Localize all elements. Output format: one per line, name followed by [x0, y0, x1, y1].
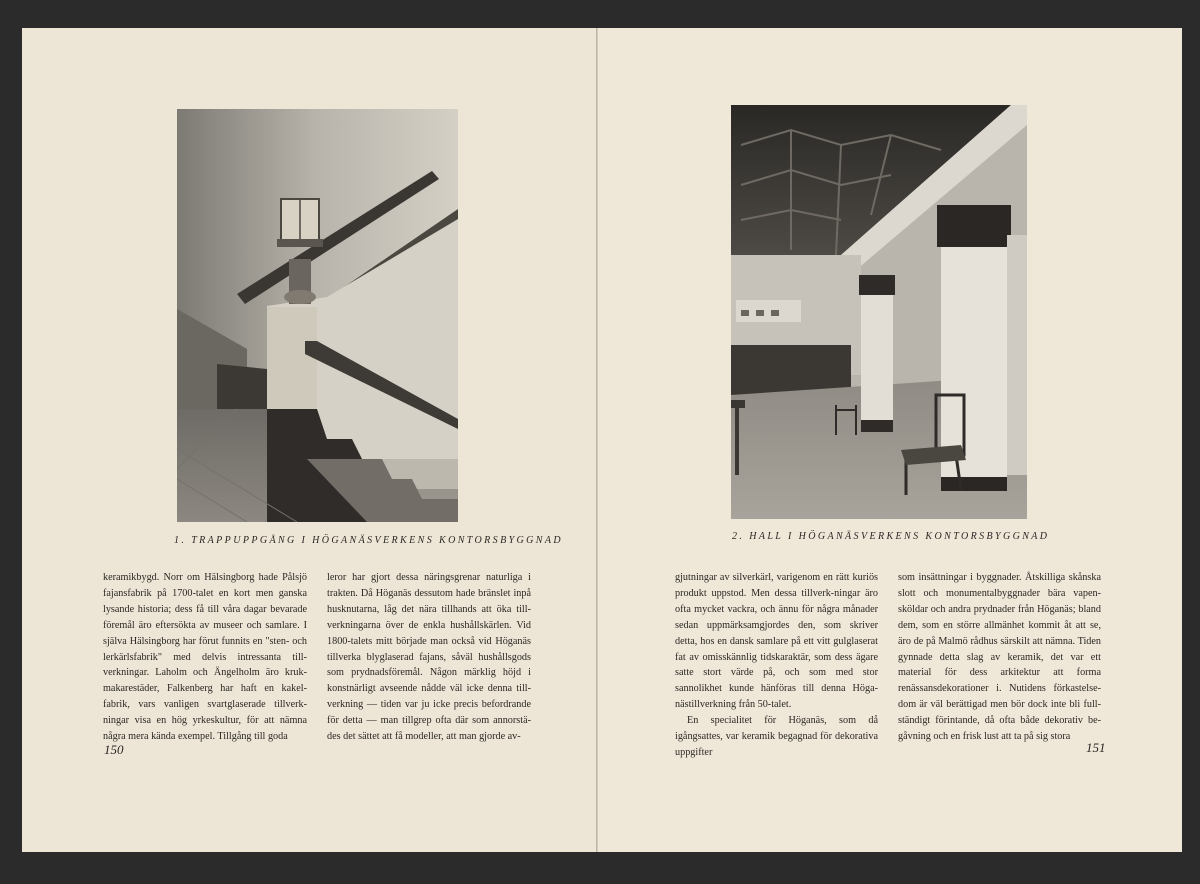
right-page: [598, 28, 1182, 852]
body-text: som insättningar i byggnader. Åtskilliga skånska slott och monumentalbyggnader bära vapen-sköldar och andra prydnader från Höganäs; bland dem, som en större allmänhet kommit åt att se, äro de på Malmö rådhus särskilt att nämna. Tiden gynnade detta slag av keramik, det var ett material för dess arkitektur att forma renässansdekorationer i. Nutidens förkastelse-dom är väl berättigad men bör dock inte bli full-ständigt förintande, då ofta både dekorativ be-gåvning och en frisk lust att ta på sig stora: [898, 572, 1101, 743]
left-column-1: [103, 570, 307, 745]
body-text: keramikbygd. Norr om Hälsingborg hade Pålsjö fajansfabrik på 1700-talet en kort men ganska lysande historia; dess få till våra dagar bevarade föremål äro eftersökta av museer och samlare. I själva Hälsingborg har förut funnits en "sten- och lerkärlsfabrik" med delvis intressanta till-verkningar. Laholm och Ängelholm äro kruk-makarestäder, Falkenberg har haft en kakel-fabrik, vars vanligen svartglaserade tillverk-ningar visa en hög yrkeskultur, för att nämna några mera kända exempel. Tillgång till goda: [103, 572, 307, 743]
left-page: [22, 28, 596, 852]
page-number-right: 151: [1086, 740, 1106, 755]
body-text: gjutningar av silverkärl, varigenom en rätt kuriös produkt uppstod. Men dessa tillverk-ningar äro ofta mycket vackra, och ännu för några månader sedan uppmärksamgjordes den, som skriver detta, hos en dansk samlare på ett vitt gulglaserat fat av omisskännlig tidskaraktär, som dess ägare satte stort värde på, och som med stor sannolikhet kunde hänföras till denna Höga-nästillverkning från 50-talet.: [675, 572, 878, 711]
staircase-photo: [177, 109, 458, 522]
photo-caption-1: 1. TRAPPUPPGÅNG I HÖGANÄSVERKENS KONTORSBYGGNAD: [174, 535, 563, 546]
right-column-2: [898, 570, 1101, 745]
photo-caption-2: 2. HALL I HÖGANÄSVERKENS KONTORSBYGGNAD: [732, 531, 1050, 542]
body-text: En specialitet för Höganäs, som då igångsattes, var keramik begagnad för dekorativa uppgifter: [675, 715, 878, 758]
hall-photo: [731, 105, 1027, 519]
page-number-left: 150: [104, 742, 124, 757]
left-column-2: [327, 570, 531, 745]
body-text: leror har gjort dessa näringsgrenar naturliga i trakten. Då Höganäs dessutom hade bränslet inpå husknutarna, låg det nära tillhands att öka till-verkningarna över de enkla hushållskärlen. Vid 1800-talets mitt började man också vid Höganäs tillverka blyglaserad fajans, såväl hushållsgods som prydnadsföremål. Någon märklig höjd i konstnärligt avseende nådde väl icke denna till-verkning — tiden var ju icke precis befordrande för detta — man tillgrep ofta där som annorstä-des det sättet att få modeller, att man gjorde av-: [327, 572, 531, 743]
right-column-1: [675, 570, 878, 761]
